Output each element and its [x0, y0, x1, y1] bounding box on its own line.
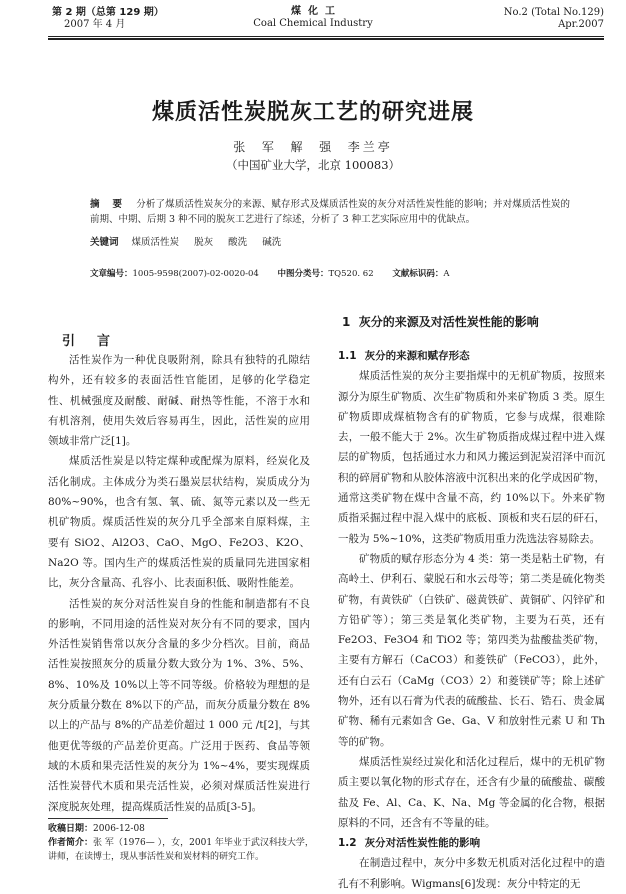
class-number-label: 中图分类号：	[277, 269, 329, 279]
body-paragraph: 煤质活性炭经过炭化和活化过程后，煤中的无机矿物质主要以氧化物的形式存在，还含有少量的硫酸盐、碳酸盐及 Fe、Al、Ca、K、Na、Mg 等金属的化合物，根据原料的不同，还含有不等量的硅。	[338, 755, 605, 829]
author-bio-label: 作者简介：	[48, 838, 94, 848]
subsection-number: 1.1	[338, 350, 357, 362]
abstract-text: 分析了煤质活性炭灰分的来源、赋存形式及煤质活性炭的灰分对活性炭性能的影响；并对煤质活性炭的前期、中期、后期 3 种不同的脱灰工艺进行了综述，分析了 3 种工艺实际应用中的优缺点。	[90, 199, 570, 225]
article-number-label: 文章编号：	[90, 269, 133, 279]
keywords	[90, 236, 570, 250]
keyword-item: 煤质活性炭	[131, 237, 180, 248]
intro-paragraph: 活性炭的灰分对活性炭自身的性能和制造都有不良的影响，不同用途的活性炭对灰分有不同的要求，国内外活性炭销售常以灰分含量的多少分档次。目前，商品活性炭按照灰分的质量分数大致分为 1%、3%、5%、8%、10%及 10%以上等不同等级。价格较为理想的是灰分质量分数在 8%以下的产品，而灰分质量分数在 8%以上的产品与 8%的产品差价超过 1 000 元 /t[2]，与其他更优等级的产品差价更高。广泛用于医药、食品等领域的木质和果壳活性炭的灰分为 1%~4%，要实现煤质活性炭替代木质和果壳活性炭，必须对煤质活性炭进行深度脱灰处理，提高煤质活性炭的品质[3-5]。	[48, 597, 310, 813]
right-column	[338, 346, 605, 894]
header-journal-en: Coal Chemical Industry	[253, 18, 373, 29]
received-label: 收稿日期：	[48, 824, 94, 834]
header-date: 2007 年 4 月	[64, 19, 126, 30]
body-paragraph: 煤质活性炭的灰分主要指煤中的无机矿物质，按照来源分为原生矿物质、次生矿物质和外来矿物质 3 类。原生矿物质即成煤植物含有的矿物质，它参与成煤，很难除去，一般不能大于 2%。次生矿物质指成煤过程中进入煤层的矿物质，包括通过水力和风力搬运到泥炭沼泽中而沉积的碎屑矿物和从胶体溶液中沉积出来的化学成因矿物，通常这类矿物在煤中含量不高，约 10%以下。外来矿物质指采掘过程中混入煤中的底板、顶板和夹石层的矸石，一般为 5%~10%，这类矿物质用重力洗选法容易除去。	[338, 370, 605, 545]
header-rule	[48, 36, 604, 37]
header-number-block	[504, 7, 604, 31]
subsection-1-1-heading	[338, 346, 605, 366]
section-1-heading: 1 灰分的来源及对活性炭性能的影响	[342, 315, 539, 329]
doc-code: A	[443, 269, 450, 279]
article-meta	[90, 268, 590, 280]
keyword-item: 酸洗	[228, 237, 248, 248]
footnote-rule	[48, 818, 168, 819]
keywords-label: 关键词	[90, 237, 119, 248]
header-issue: 第 2 期（总第 129 期）	[52, 7, 164, 18]
abstract-label: 摘 要	[90, 199, 125, 210]
footnote	[48, 822, 318, 864]
body-paragraph: 在制造过程中，灰分中多数无机质对活化过程中的造孔有不利影响。Wigmans[6]发现：灰分中特定的无	[338, 857, 605, 890]
subsection-title: 灰分的来源和赋存形态	[364, 350, 470, 362]
header-month: Apr.2007	[558, 19, 604, 30]
body-paragraph: 矿物质的赋存形态分为 4 类：第一类是粘土矿物，有高岭土、伊利石、蒙脱石和水云母等；第二类是硫化物类矿物，有黄铁矿（白铁矿、磁黄铁矿、黄铜矿、闪锌矿和方铅矿等）；第三类是氧化类矿物，主要为石英，还有 Fe2O3、Fe3O4 和 TiO2 等；第四类为盐酸盐类矿物，主要有方解石（CaCO3）和菱铁矿（FeCO3），此外，还有白云石（CaMg（CO3）2）和菱镁矿等；除上述矿物外，还有以石膏为代表的硫酸盐、长石、锆石、贵金属矿物、稀有元素如含 Ge、Ga、V 和放射性元素 U 和 Th 等的矿物。	[338, 552, 605, 748]
class-number: TQ520. 62	[328, 269, 374, 279]
received-date	[48, 822, 318, 836]
doc-code-label: 文献标识码：	[392, 269, 444, 279]
keyword-item: 脱灰	[194, 237, 214, 248]
paper-affiliation: （中国矿业大学，北京 100083）	[225, 158, 401, 172]
intro-heading: 引言	[62, 334, 133, 349]
paper-title: 煤质活性炭脱灰工艺的研究进展	[151, 100, 474, 125]
received-value: 2006-12-08	[93, 824, 145, 834]
author-bio	[48, 836, 318, 864]
keyword-item: 碱洗	[262, 237, 282, 248]
intro-paragraph: 煤质活性炭是以特定煤种或配煤为原料，经炭化及活化制成。主体成分为类石墨炭层状结构，炭质成分为 80%~90%，也含有氢、氧、硫、氮等元素以及一些无机矿物质。煤质活性炭的灰分几乎全部来自原料煤，主要有 SiO2、Al2O3、CaO、MgO、Fe2O3、K2O、Na2O 等。国内生产的煤质活性炭的质量同先进国家相比，灰分含量高、孔容小、比表面积低、吸附性能差。	[48, 455, 310, 590]
abstract	[90, 197, 570, 227]
subsection-title: 灰分对活性炭性能的影响	[364, 837, 481, 850]
header-journal-cn: 煤 化 工	[291, 6, 335, 17]
author-bio-text: 张 军（1976— ），女，2001 年毕业于武汉科技大学，讲师，在读博士，现从事活性炭和炭材料的研究工作。	[48, 838, 314, 862]
subsection-number: 1.2	[338, 837, 357, 850]
article-number: 1005-9598(2007)-02-0020-04	[132, 269, 259, 279]
subsection-1-2-heading	[338, 833, 605, 853]
left-column	[48, 350, 310, 817]
header-rule-thick	[48, 38, 604, 40]
header-number: No.2 (Total No.129)	[503, 7, 604, 18]
intro-paragraph: 活性炭作为一种优良吸附剂，除具有独特的孔隙结构外，还有较多的表面活性官能团，足够的化学稳定性、机械强度及耐酸、耐碱、耐热等性能，不溶于水和有机溶剂，使用失效后容易再生，因此，活性炭的应用领域非常广泛[1]。	[48, 354, 310, 448]
paper-authors: 张 军 解 强 李兰亭	[233, 140, 393, 154]
